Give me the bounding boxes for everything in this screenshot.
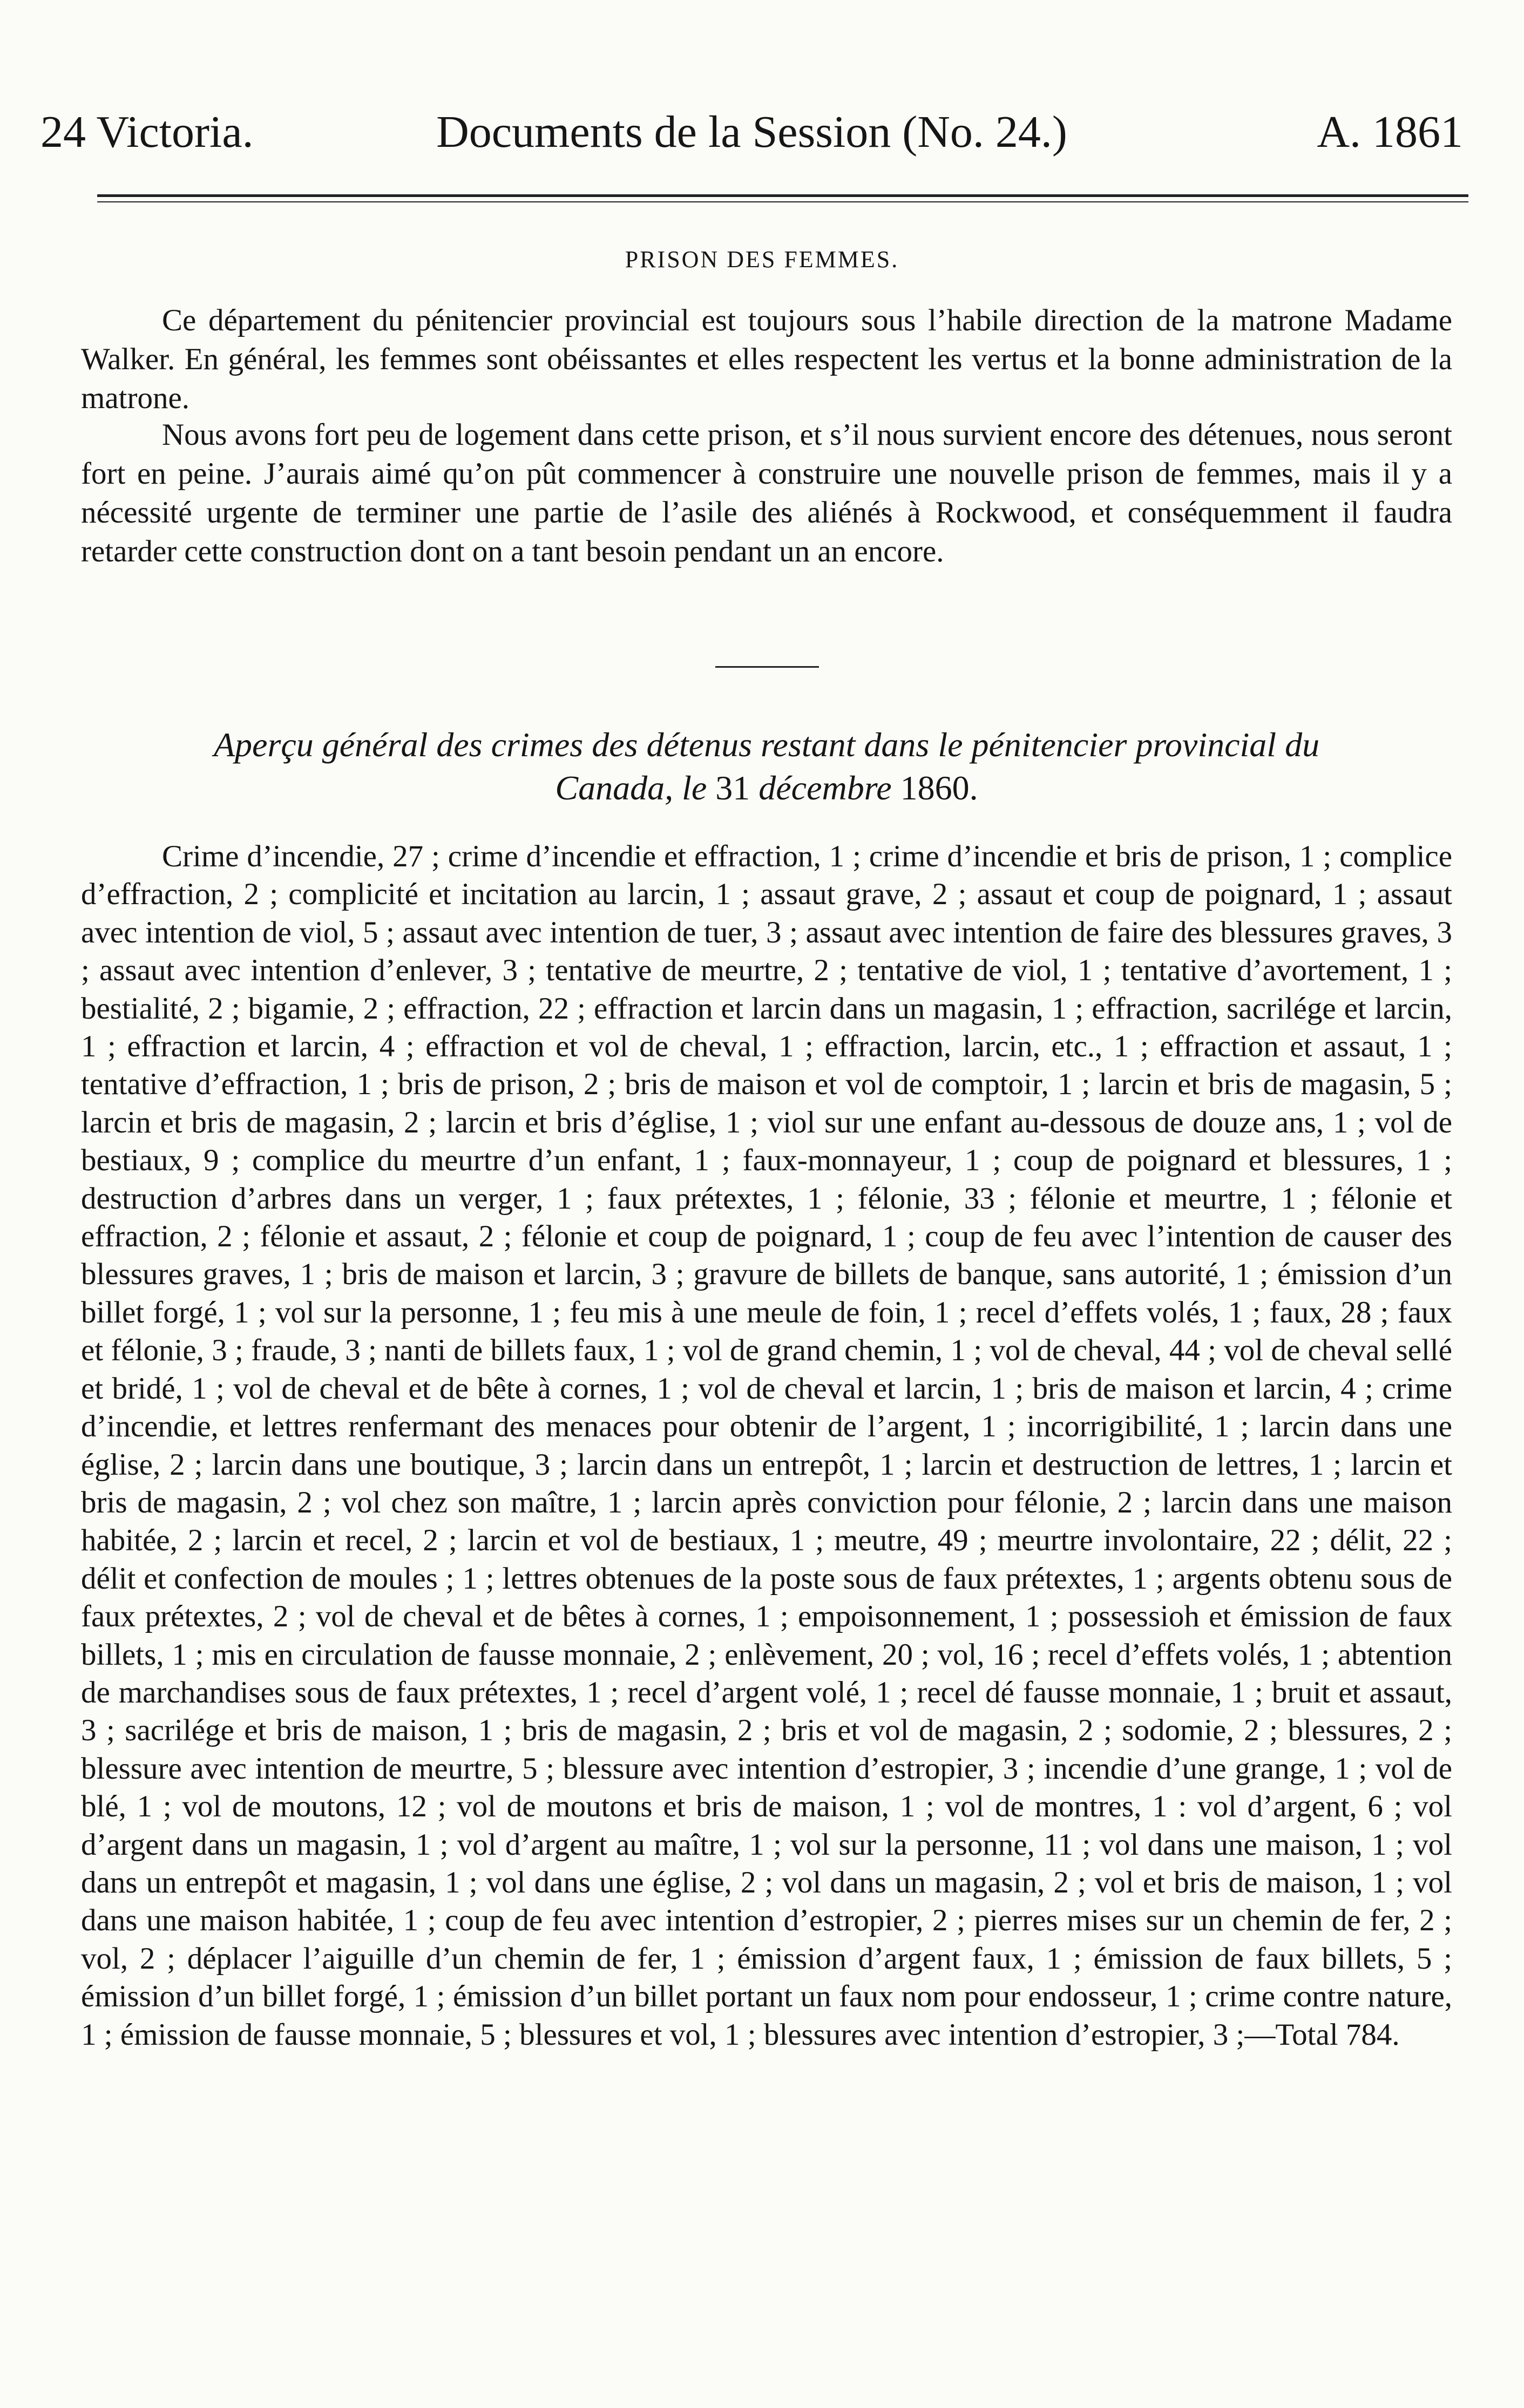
- crimes-heading-line2: [81, 767, 1452, 810]
- header-title: Documents de la Session (No. 24.): [436, 107, 1067, 157]
- crimes-list-paragraph: Crime d’incendie, 27 ; crime d’incendie et effraction, 1 ; crime d’incendie et bris de prison, 1 ; complice d’effraction, 2 ; complicité et incitation au larcin, 1 ; assaut grave, 2 ; assaut et coup de poignard, 1 ; assaut avec intention de viol, 5 ; assaut avec intention de tuer, 3 ; assaut avec intention de faire des blessures graves, 3 ; assaut avec intention d’enlever, 3 ; tentative de meurtre, 2 ; tentative de viol, 1 ; tentative d’avortement, 1 ; bestialité, 2 ; bigamie, 2 ; effraction, 22 ; effraction et larcin dans un magasin, 1 ; effraction, sacrilége et larcin, 1 ; effraction et larcin, 4 ; effraction et vol de cheval, 1 ; effraction, larcin, etc., 1 ; effraction et assaut, 1 ; tentative d’effraction, 1 ; bris de prison, 2 ; bris de maison et vol de comptoir, 1 ; larcin et bris de magasin, 5 ; larcin et bris de magasin, 2 ; larcin et bris d’église, 1 ; viol sur une enfant au-dessous de douze ans, 1 ; vol de bestiaux, 9 ; complice du meurtre d’un enfant, 1 ; faux-monnayeur, 1 ; coup de poignard et blessures, 1 ; destruction d’arbres dans un verger, 1 ; faux prétextes, 1 ; félonie, 33 ; félonie et meurtre, 1 ; félonie et effraction, 2 ; félonie et assaut, 2 ; félonie et coup de poignard, 1 ; coup de feu avec l’intention de causer des blessures graves, 1 ; bris de maison et larcin, 3 ; gravure de billets de banque, sans autorité, 1 ; émission d’un billet forgé, 1 ; vol sur la personne, 1 ; feu mis à une meule de foin, 1 ; recel d’effets volés, 1 ; faux, 28 ; faux et félonie, 3 ; fraude, 3 ; nanti de billets faux, 1 ; vol de grand chemin, 1 ; vol de cheval, 44 ; vol de cheval sellé et bridé, 1 ; vol de cheval et de bête à cornes, 1 ; vol de cheval et larcin, 1 ; bris de maison et larcin, 4 ; crime d’incendie, et lettres renfermant des menaces pour obtenir de l’argent, 1 ; incorrigibilité, 1 ; larcin dans une église, 2 ; larcin dans une boutique, 3 ; larcin dans un entrepôt, 1 ; larcin et destruction de lettres, 1 ; larcin et bris de magasin, 2 ; vol chez son maître, 1 ; larcin après conviction pour félonie, 2 ; larcin dans une maison habitée, 2 ; larcin et recel, 2 ; larcin et vol de bestiaux, 1 ; meutre, 49 ; meurtre involontaire, 22 ; délit, 22 ; délit et confection de moules ; 1 ; lettres obtenues de la poste sous de faux prétextes, 1 ; argents obtenu sous de faux prétextes, 2 ; vol de cheval et de bêtes à cornes, 1 ; empoisonnement, 1 ; possessioh et émission de faux billets, 1 ; mis en circulation de fausse monnaie, 2 ; enlèvement, 20 ; vol, 16 ; recel d’effets volés, 1 ; abtention de marchandises sous de faux prétextes, 1 ; recel d’argent volé, 1 ; recel dé fausse monnaie, 1 ; bruit et assaut, 3 ; sacrilége et bris de maison, 1 ; bris de magasin, 2 ; bris et vol de magasin, 2 ; sodomie, 2 ; blessures, 2 ; blessure avec intention de meurtre, 5 ; blessure avec intention d’estropier, 3 ; incendie d’une grange, 1 ; vol de blé, 1 ; vol de moutons, 12 ; vol de moutons et bris de maison, 1 ; vol de montres, 1 : vol d’argent, 6 ; vol d’argent dans un magasin, 1 ; vol d’argent au maître, 1 ; vol sur la personne, 11 ; vol dans une maison, 1 ; vol dans un entrepôt et magasin, 1 ; vol dans une église, 2 ; vol dans un magasin, 2 ; vol et bris de maison, 1 ; vol dans une maison habitée, 1 ; coup de feu avec intention d’estropier, 2 ; pierres mises sur un chemin de fer, 2 ; vol, 2 ; déplacer l’aiguille d’un chemin de fer, 1 ; émission d’argent faux, 1 ; émission de faux billets, 5 ; émission d’un billet forgé, 1 ; émission d’un billet portant un faux nom pour endosseur, 1 ; crime contre nature, 1 ; émission de fausse monnaie, 5 ; blessures et vol, 1 ; blessures avec intention d’estropier, 3 ;—Total 784.: [81, 839, 1452, 2052]
- header-rule-thick: [97, 194, 1468, 197]
- header-volume: 24 Victoria.: [40, 107, 254, 157]
- paragraph-matrone: Ce département du pénitencier provincial est toujours sous l’habile direction de la matrone Madame Walker. En général, les femmes sont obéissantes et elles respectent les vertus et la bonne administration de la matrone.: [81, 303, 1452, 415]
- crimes-heading: [81, 723, 1452, 810]
- header-year: A. 1861: [1317, 107, 1463, 157]
- heading-year: 1860.: [900, 769, 978, 807]
- running-header: [40, 94, 1463, 170]
- heading-day: 31: [715, 769, 750, 807]
- header-rule-thin: [97, 201, 1468, 202]
- heading-month: décembre: [750, 769, 900, 807]
- heading-canada: Canada, le: [555, 769, 716, 807]
- paragraph-logement: Nous avons fort peu de logement dans cette prison, et s’il nous survient encore des détenues, nous seront fort en peine. J’aurais aimé qu’on pût commencer à construire une nouvelle prison de femmes, mais il y a nécessité urgente de terminer une partie de l’asile des aliénés à Rockwood, et conséquemment il faudra retarder cette construction dont on a tant besoin pendant un an encore.: [81, 418, 1452, 568]
- section-divider: [715, 666, 819, 668]
- section-title: PRISON DES FEMMES.: [625, 246, 899, 273]
- crimes-heading-line1: Aperçu général des crimes des détenus restant dans le pénitencier provincial du: [213, 725, 1320, 764]
